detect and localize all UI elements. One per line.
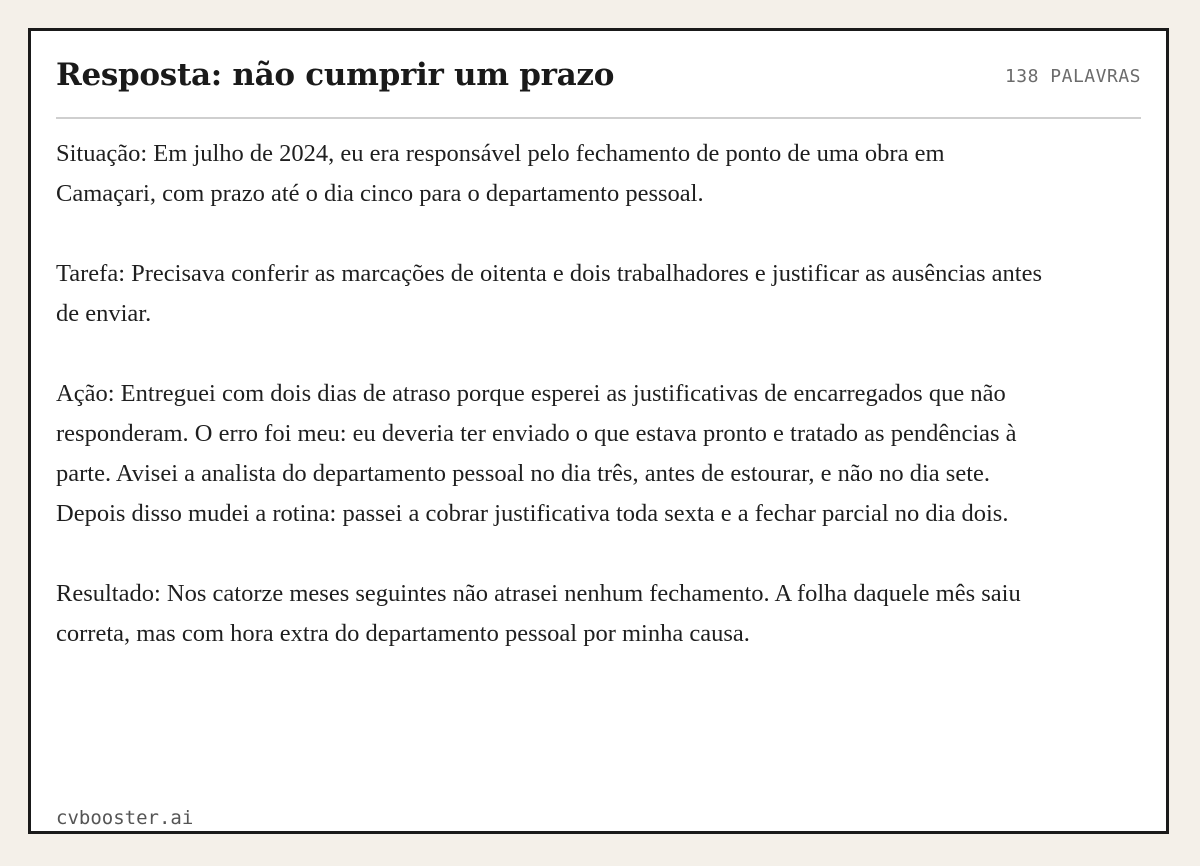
paragraph-situation: Situação: Em julho de 2024, eu era responsável pelo fechamento de ponto de uma obra em Camaçari, com prazo até o dia cinco para o departamento pessoal. xyxy=(56,140,945,207)
brand-footer: cvbooster.ai xyxy=(56,807,194,829)
answer-body xyxy=(56,134,1046,654)
page-title: Resposta: não cumprir um prazo xyxy=(56,57,615,93)
card-header xyxy=(56,53,1141,119)
paragraph-task: Tarefa: Precisava conferir as marcações de oitenta e dois trabalhadores e justificar as ausências antes de enviar. xyxy=(56,260,1042,327)
word-count-badge: 138 PALAVRAS xyxy=(1004,66,1141,87)
paragraph-result: Resultado: Nos catorze meses seguintes não atrasei nenhum fechamento. A folha daquele mês saiu correta, mas com hora extra do departamento pessoal por minha causa. xyxy=(56,580,1021,647)
paragraph-action: Ação: Entreguei com dois dias de atraso porque esperei as justificativas de encarregados que não responderam. O erro foi meu: eu deveria ter enviado o que estava pronto e tratado as pendências à parte. Avisei a analista do departamento pessoal no dia três, antes de estourar, e não no dia sete. Depois disso mudei a rotina: passei a cobrar justificativa toda sexta e a fechar parcial no dia dois. xyxy=(56,380,1017,527)
answer-card xyxy=(28,28,1169,834)
